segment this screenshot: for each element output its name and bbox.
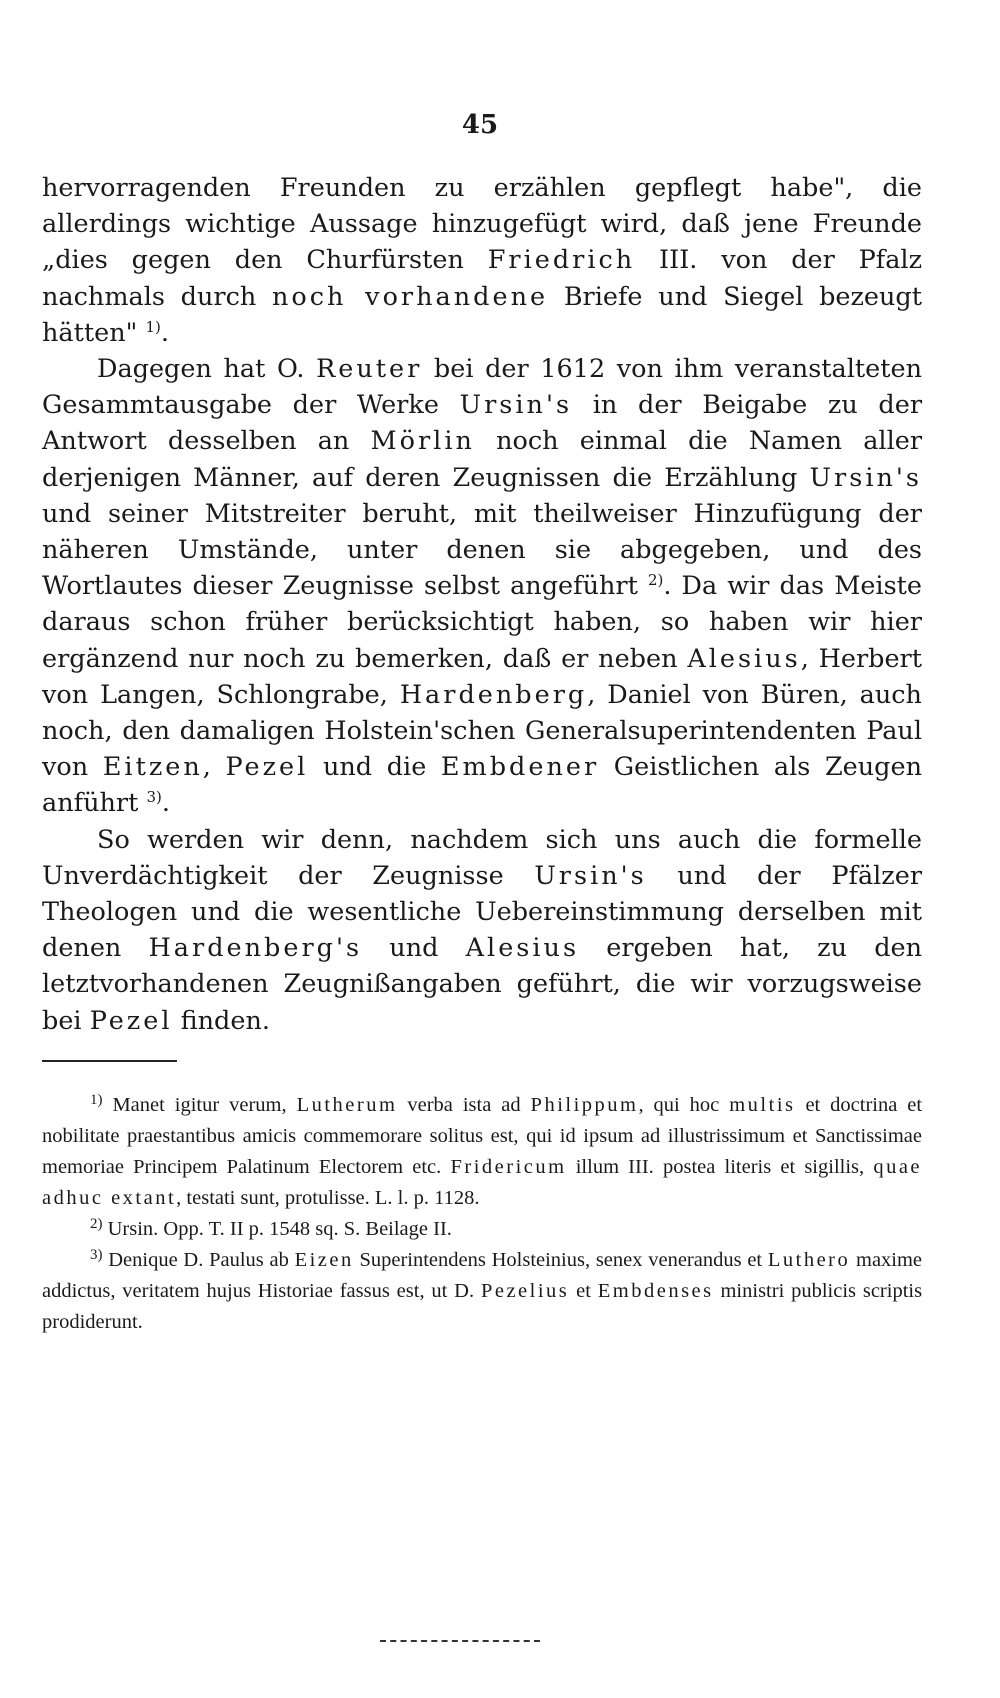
paragraph-2 xyxy=(42,351,922,822)
spaced-name: Hardenberg's xyxy=(148,933,363,964)
text-run: III. von der Pfalz nachmals durch xyxy=(42,245,923,312)
spaced-name: Fridericum xyxy=(450,1156,567,1178)
text-run: hervorragenden Freunden zu erzählen gepflegt habe", die allerdings wichtige Aussage hinzugefügt wird, daß jene Freunde „dies gegen den Churfürsten xyxy=(42,173,922,276)
text-run: finden. xyxy=(180,1005,270,1036)
end-rule xyxy=(380,1640,540,1642)
spaced-name: Luthero xyxy=(767,1249,851,1271)
text-run: Briefe und Siegel bezeugt hätten" xyxy=(42,281,922,348)
spaced-name: Hardenberg xyxy=(399,679,588,710)
text-run: et doctrina et nobilitate praestantibus amicis commemorare solitus est, qui id ipsum ad illustrissimum et Sanctissimae memoriae Principem Palatinum Electorem etc. xyxy=(42,1094,923,1178)
text-run: . xyxy=(161,788,170,819)
text-run: , Daniel von Büren, auch noch, den damaligen Holstein'schen Generalsuperintendenten Paul von xyxy=(42,679,922,783)
text-run: et xyxy=(576,1280,591,1302)
text-run: . Da wir das Meiste daraus schon früher berücksichtigt haben, so haben wir hier ergänzend nur noch zu bemerken, daß er neben xyxy=(42,571,922,674)
footnote-ref-3: 3) xyxy=(146,788,162,807)
spaced-name: Ursin's xyxy=(534,860,647,891)
text-run: maxime addictus, veritatem hujus Historiae fassus est, ut D. xyxy=(42,1249,923,1302)
spaced-name: Eitzen xyxy=(102,752,203,783)
text-run: . xyxy=(160,317,169,348)
paragraph-1 xyxy=(42,170,922,351)
footnote-mark: 1) xyxy=(90,1092,103,1108)
spaced-name: Alesius xyxy=(465,933,580,964)
spaced-name: Pezelius xyxy=(480,1280,570,1302)
text-run: Superintendens Holsteinius, senex venerandus et xyxy=(359,1249,763,1271)
spaced-name: Pezel xyxy=(225,752,309,783)
text-run: verba ista ad xyxy=(407,1094,521,1116)
footnote-separator xyxy=(42,1060,177,1062)
text-run: Ursin. Opp. T. II p. 1548 sq. S. Beilage II. xyxy=(107,1218,452,1240)
spaced-emphasis: multis xyxy=(729,1094,796,1116)
paragraph-3 xyxy=(42,822,922,1039)
spaced-name: Alesius xyxy=(687,643,801,674)
spaced-name: Philippum xyxy=(530,1094,639,1116)
footnote-2 xyxy=(42,1214,922,1245)
text-run: und die xyxy=(322,752,427,783)
footnote-3 xyxy=(42,1245,922,1338)
spaced-name: Pezel xyxy=(89,1005,173,1036)
footnote-mark: 2) xyxy=(90,1216,103,1232)
text-run: in der Beigabe zu der Antwort desselben an xyxy=(42,390,923,457)
text-run: , qui hoc xyxy=(638,1094,720,1116)
spaced-name: Eizen xyxy=(294,1249,354,1271)
spaced-name: Mörlin xyxy=(370,426,475,457)
text-run: Geistlichen als Zeugen anführt xyxy=(42,752,923,819)
spaced-name: Ursin's xyxy=(809,462,922,493)
text-run: Denique D. Paulus ab xyxy=(108,1249,289,1271)
footnote-1 xyxy=(42,1090,922,1214)
spaced-emphasis: quae adhuc extant xyxy=(42,1156,923,1209)
text-run: So werden wir denn, nachdem sich uns auch die formelle Unverdächtigkeit der Zeugnisse xyxy=(42,824,922,891)
spaced-name: Friedrich xyxy=(487,245,636,276)
text-run: bei der 1612 von ihm veranstalteten Gesammtausgabe der Werke xyxy=(42,354,922,421)
text-run: Manet igitur verum, xyxy=(112,1094,287,1116)
spaced-name: Embdener xyxy=(440,752,600,783)
spaced-name: Ursin's xyxy=(459,390,573,421)
spaced-name: Embdenses xyxy=(597,1280,714,1302)
text-run: Dagegen hat O. xyxy=(97,354,305,385)
text-run: ministri publicis scriptis prodiderunt. xyxy=(42,1280,923,1333)
page-number: 45 xyxy=(461,110,499,140)
main-text xyxy=(42,170,922,1039)
spaced-name: Reuter xyxy=(316,354,423,385)
footnote-ref-1: 1) xyxy=(145,317,161,336)
footnotes xyxy=(42,1090,922,1338)
text-run: und der Pfälzer Theologen und die wesentliche Uebereinstimmung derselben mit denen xyxy=(42,860,923,964)
text-run: , testati sunt, protulisse. L. l. p. 1128. xyxy=(176,1187,480,1209)
text-run: und seiner Mitstreiter beruht, mit theilweiser Hinzufügung der näheren Umstände, unter denen sie abgegeben, und des Wortlautes dieser Zeugnisse selbst angeführt xyxy=(42,498,922,602)
spaced-emphasis: noch vorhandene xyxy=(272,281,549,312)
text-run: , Herbert von Langen, Schlongrabe, xyxy=(42,643,922,710)
footnote-mark: 3) xyxy=(90,1247,103,1263)
text-run: , xyxy=(202,752,211,783)
spaced-name: Lutherum xyxy=(296,1094,398,1116)
text-run: illum III. postea literis et sigillis, xyxy=(575,1156,865,1178)
footnote-ref-2: 2) xyxy=(647,571,664,590)
text-run: ergeben hat, zu den letztvorhandenen Zeugnißangaben geführt, die wir vorzugsweise bei xyxy=(42,933,923,1036)
text-run: noch einmal die Namen aller derjenigen Männer, auf deren Zeugnissen die Erzählung xyxy=(42,426,923,493)
text-run: und xyxy=(389,933,439,964)
